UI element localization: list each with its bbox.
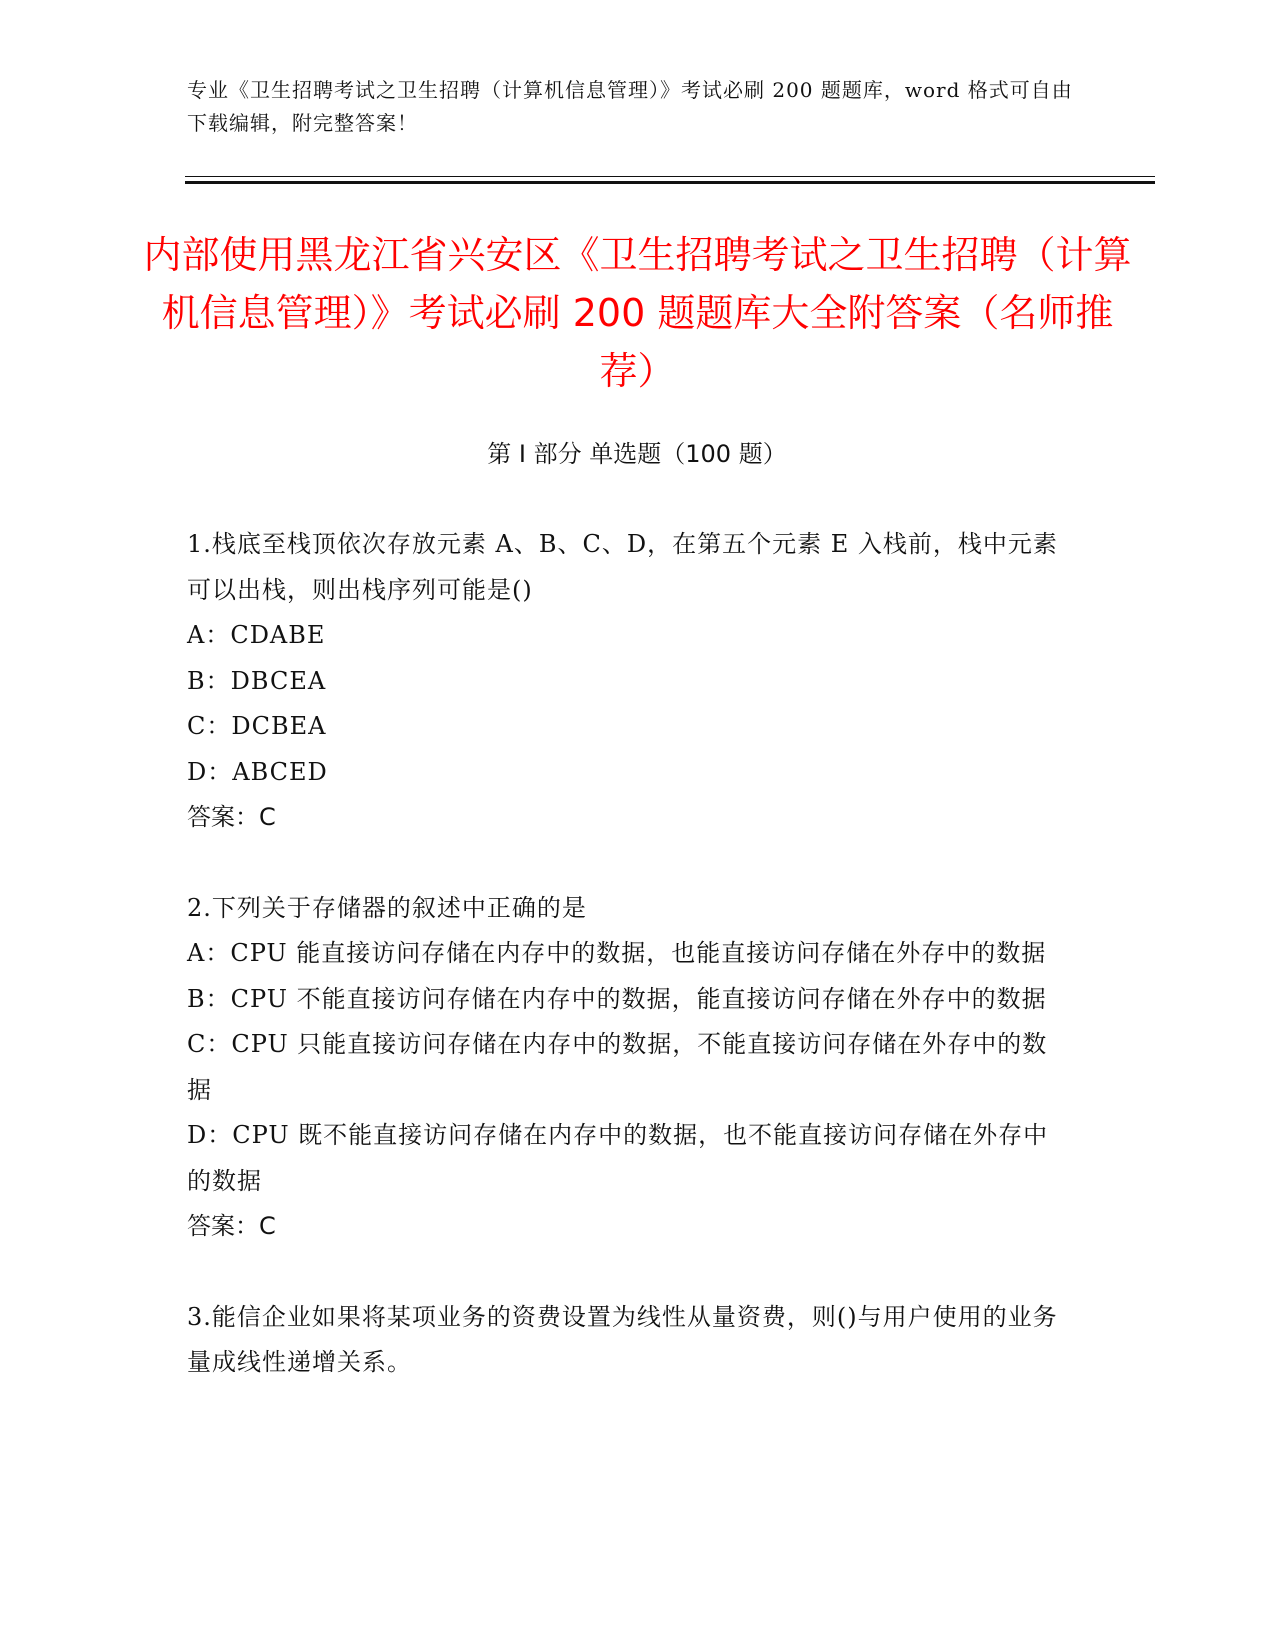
document-header: 专业《卫生招聘考试之卫生招聘（计算机信息管理）》考试必刷 200 题题库，word 格式可自由下载编辑，附完整答案！ [187,78,1073,135]
option-d: D：ABCED [187,757,328,786]
option-c: C：DCBEA [187,712,327,740]
answer-line: 答案：C [187,1212,276,1240]
question-item [187,886,1067,1250]
header-rule-thick [185,181,1155,184]
question-stem: 3.能信企业如果将某项业务的资费设置为线性从量资费，则()与用户使用的业务量成线性递增关系。 [187,1302,1058,1376]
section-title: 第 I 部分 单选题（100 题） [487,440,787,468]
option-a: A：CDABE [187,621,326,649]
question-list [187,522,1067,1431]
question-item [187,1295,1067,1386]
header-rule-thin [185,176,1155,177]
answer-line: 答案：C [187,803,276,831]
option-b: B：DBCEA [187,666,327,695]
question-stem: 2.下列关于存储器的叙述中正确的是 [187,893,587,922]
document-title: 内部使用黑龙江省兴安区《卫生招聘考试之卫生招聘（计算机信息管理）》考试必刷 200 题题库大全附答案（名师推荐） [143,233,1132,393]
option-b: B：CPU 不能直接访问存储在内存中的数据，能直接访问存储在外存中的数据 [187,984,1047,1013]
option-a: A：CPU 能直接访问存储在内存中的数据，也能直接访问存储在外存中的数据 [187,939,1047,967]
question-stem: 1.栈底至栈顶依次存放元素 A、B、C、D，在第五个元素 E 入栈前，栈中元素可以出栈，则出栈序列可能是() [187,530,1058,604]
option-c: C：CPU 只能直接访问存储在内存中的数据，不能直接访问存储在外存中的数据 [187,1030,1048,1104]
question-item [187,522,1067,841]
option-d: D：CPU 既不能直接访问存储在内存中的数据，也不能直接访问存储在外存中的数据 [187,1121,1049,1195]
